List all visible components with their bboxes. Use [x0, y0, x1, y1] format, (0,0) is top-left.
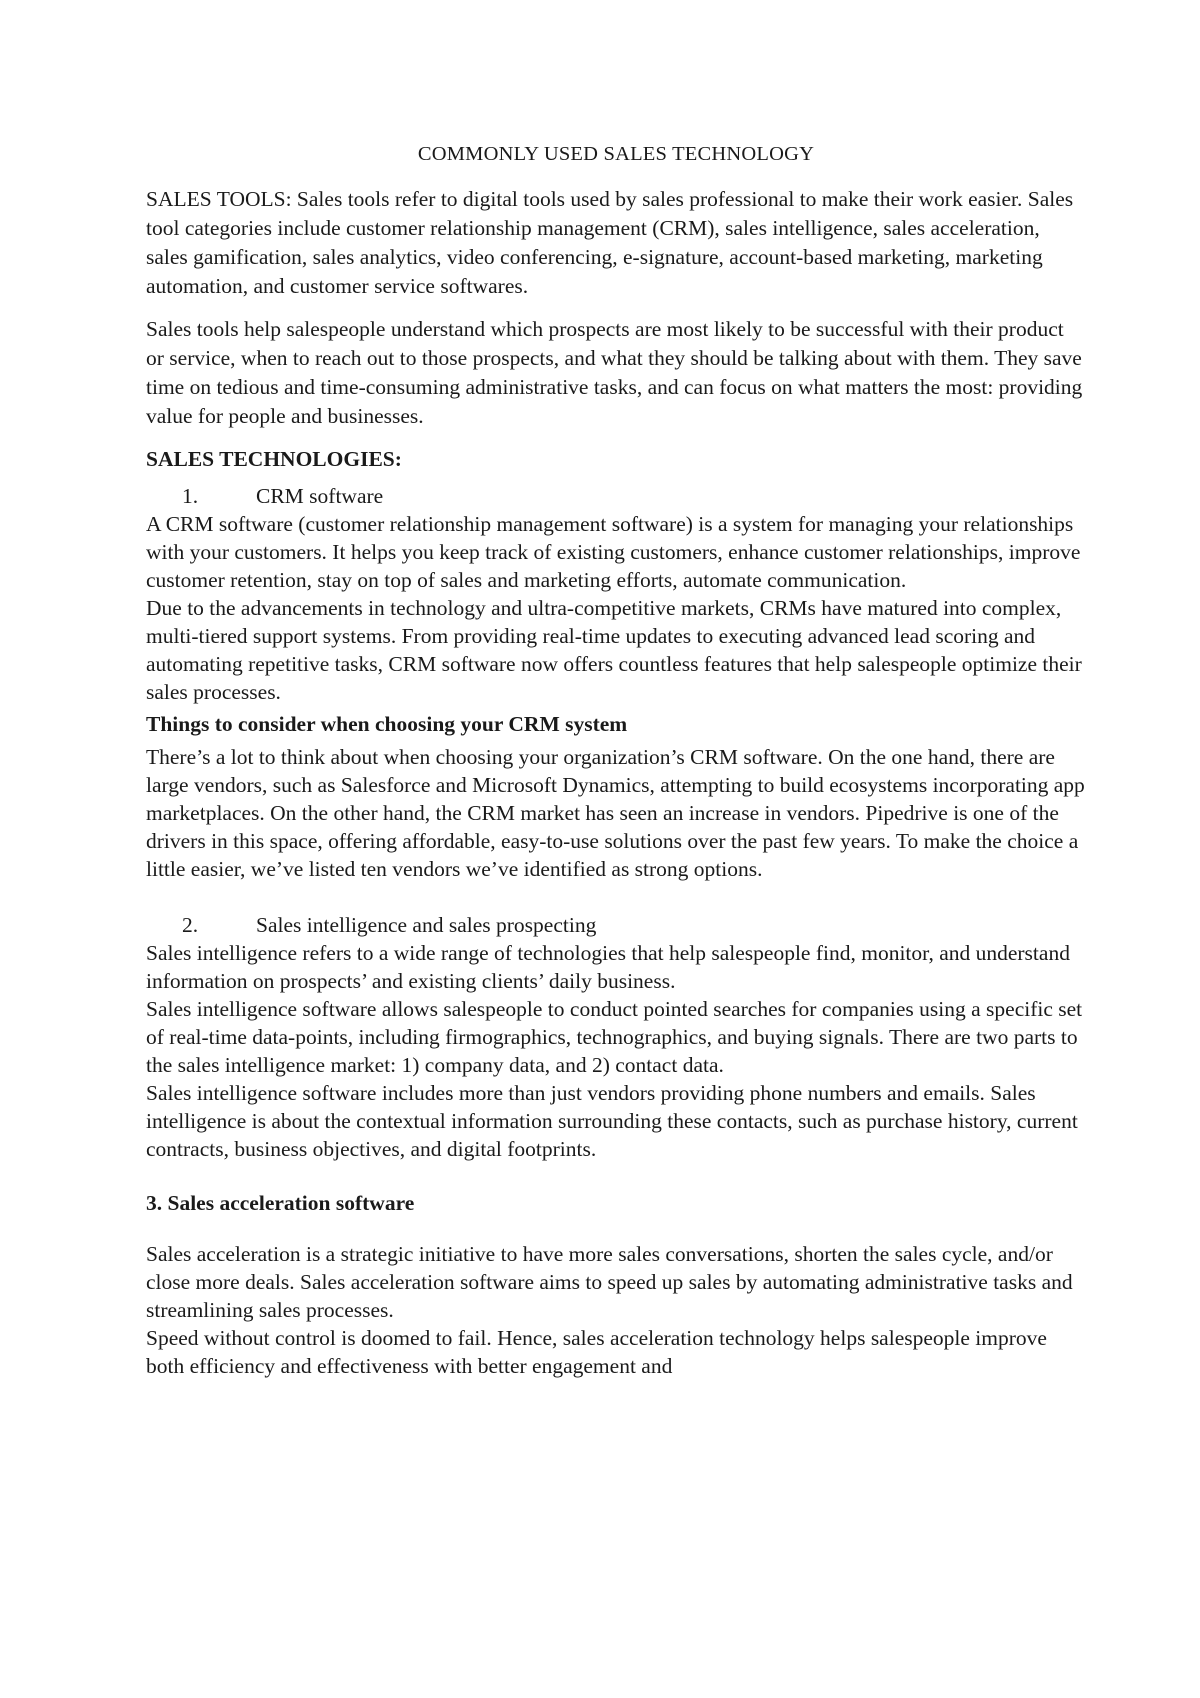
acceleration-paragraph-1: Sales acceleration is a strategic initiative to have more sales conversations, shorten the sales cycle, and/or close more deals. Sales acceleration software aims to speed up sales by automating administrative tasks and streamlining sales processes.: [146, 1242, 1073, 1322]
crm-subheading: Things to consider when choosing your CRM system: [146, 712, 628, 736]
list-item-label: Sales intelligence and sales prospecting: [256, 913, 597, 937]
list-item-crm-software: [146, 482, 1086, 510]
section-heading-sales-technologies: SALES TECHNOLOGIES:: [146, 447, 402, 471]
list-number: 1.: [182, 484, 199, 508]
crm-paragraph-1: A CRM software (customer relationship management software) is a system for managing your relationships with your customers. It helps you keep track of existing customers, enhance customer relationships, improve customer retention, stay on top of sales and marketing efforts, automate communication.: [146, 512, 1081, 592]
document-title: COMMONLY USED SALES TECHNOLOGY: [417, 143, 815, 165]
list-number: 2.: [182, 913, 199, 937]
document-body: [146, 140, 1086, 1380]
intelligence-paragraph-3: Sales intelligence software includes more than just vendors providing phone numbers and emails. Sales intelligence is about the contextual information surrounding these contacts, such as purchase history, current contracts, business objectives, and digital footprints.: [146, 1081, 1078, 1161]
acceleration-paragraph-2: Speed without control is doomed to fail. Hence, sales acceleration technology helps salespeople improve both efficiency and effectiveness with better engagement and: [146, 1326, 1047, 1378]
list-item-sales-intelligence: [146, 911, 1086, 939]
list-item-label: CRM software: [256, 484, 384, 508]
intelligence-paragraph-1: Sales intelligence refers to a wide range of technologies that help salespeople find, monitor, and understand information on prospects’ and existing clients’ daily business.: [146, 941, 1070, 993]
intro-paragraph-1: SALES TOOLS: Sales tools refer to digital tools used by sales professional to make their work easier. Sales tool categories include customer relationship management (CRM), sales intelligence, sales acceleration, sales gamification, sales analytics, video conferencing, e-signature, account-based marketing, marketing automation, and customer service softwares.: [146, 187, 1074, 298]
intelligence-paragraph-2: Sales intelligence software allows salespeople to conduct pointed searches for companies using a specific set of real-time data-points, including firmographics, technographics, and buying signals. There are two parts to the sales intelligence market: 1) company data, and 2) contact data.: [146, 997, 1083, 1077]
crm-paragraph-2: Due to the advancements in technology and ultra-competitive markets, CRMs have matured into complex, multi-tiered support systems. From providing real-time updates to executing advanced lead scoring and automating repetitive tasks, CRM software now offers countless features that help salespeople optimize their sales processes.: [146, 596, 1082, 704]
acceleration-heading: 3. Sales acceleration software: [146, 1191, 415, 1215]
intro-paragraph-2: Sales tools help salespeople understand which prospects are most likely to be successful with their product or service, when to reach out to those prospects, and what they should be talking about with them. They save time on tedious and time-consuming administrative tasks, and can focus on what matters the most: providing value for people and businesses.: [146, 317, 1083, 428]
crm-paragraph-3: There’s a lot to think about when choosing your organization’s CRM software. On the one hand, there are large vendors, such as Salesforce and Microsoft Dynamics, attempting to build ecosystems incorporating app marketplaces. On the other hand, the CRM market has seen an increase in vendors. Pipedrive is one of the drivers in this space, offering affordable, easy-to-use solutions over the past few years. To make the choice a little easier, we’ve listed ten vendors we’ve identified as strong options.: [146, 745, 1085, 881]
